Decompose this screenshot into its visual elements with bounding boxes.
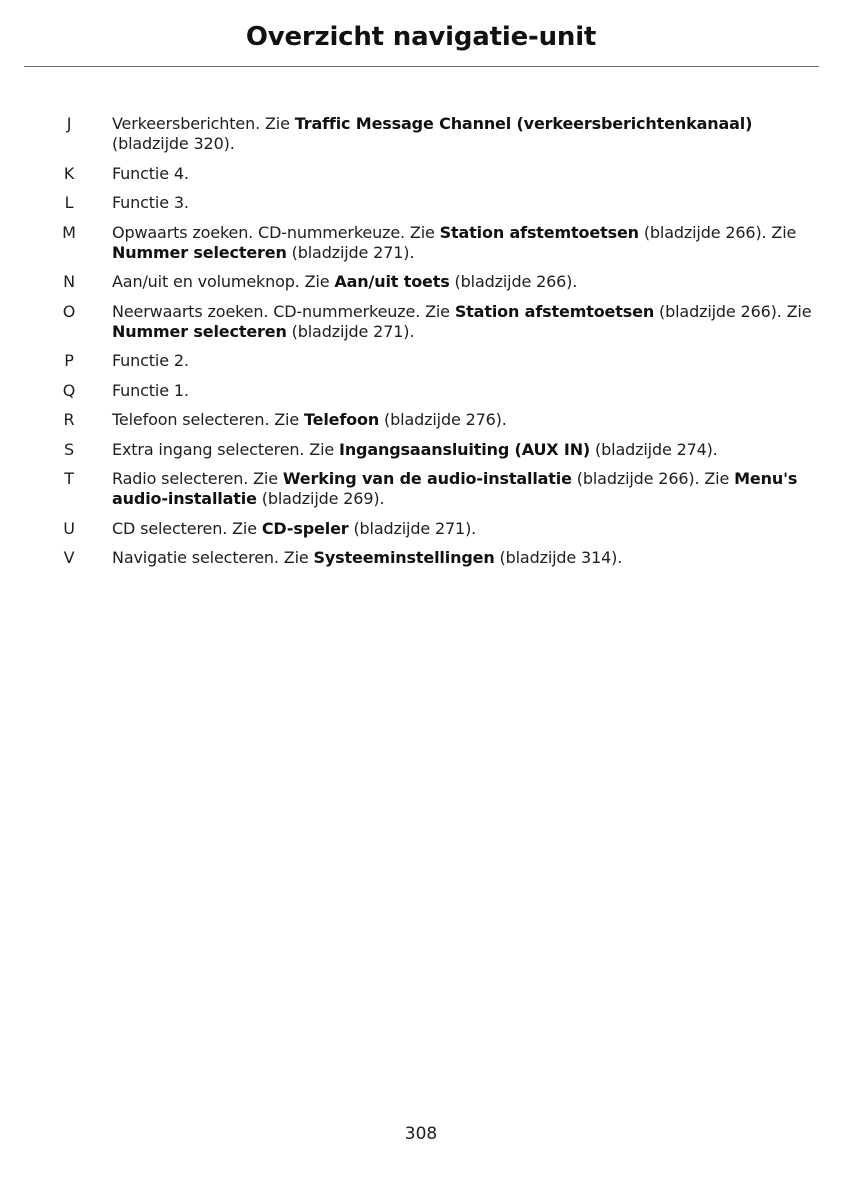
legend-description: [112, 193, 812, 213]
legend-description: [112, 272, 812, 292]
legend-letter: K: [63, 163, 75, 183]
legend-letter: P: [64, 351, 74, 370]
legend-description: [112, 223, 812, 263]
description-text: (bladzijde 266). Zie: [571, 469, 735, 488]
legend-entry: [0, 548, 842, 568]
description-text: Extra ingang selecteren. Zie: [112, 439, 340, 459]
page-number: 308: [404, 1124, 438, 1144]
description-text: Navigatie selecteren. Zie: [112, 548, 314, 567]
header-divider: [24, 66, 819, 67]
description-text: (bladzijde 271).: [286, 321, 415, 341]
description-text: (bladzijde 266).: [449, 272, 578, 291]
description-text: (bladzijde 266). Zie: [638, 222, 797, 242]
description-text: (bladzijde 276).: [379, 410, 507, 429]
legend-letter: Q: [62, 380, 76, 400]
legend-letter: S: [63, 439, 74, 459]
cross-reference: Station afstemtoetsen: [439, 222, 639, 242]
legend-description: [112, 519, 812, 539]
legend-description: [112, 410, 812, 430]
description-text: (bladzijde 320).: [112, 134, 235, 153]
description-text: Functie 3.: [112, 193, 189, 212]
legend-letter: O: [62, 301, 76, 321]
description-text: (bladzijde 314).: [494, 548, 623, 567]
description-text: Aan/uit en volumeknop. Zie: [112, 272, 335, 291]
legend-entry: [0, 410, 842, 430]
description-text: (bladzijde 269).: [256, 489, 385, 508]
legend-entry: [0, 223, 842, 263]
legend-entry: [0, 351, 842, 371]
description-text: CD selecteren. Zie: [112, 518, 262, 538]
legend-entry: [0, 193, 842, 213]
legend-description: [112, 381, 812, 401]
legend-letter: U: [63, 518, 75, 538]
legend-list: [0, 114, 842, 578]
legend-description: [112, 164, 812, 184]
cross-reference: Systeeminstellingen: [313, 548, 495, 567]
legend-description: [112, 469, 812, 509]
legend-letter: R: [63, 410, 75, 429]
legend-letter: V: [63, 548, 75, 567]
legend-letter: J: [66, 114, 72, 133]
legend-entry: [0, 381, 842, 401]
legend-letter: M: [62, 222, 76, 242]
cross-reference: Ingangsaansluiting (AUX IN): [339, 439, 591, 459]
legend-description: [112, 302, 812, 342]
legend-letter: L: [64, 193, 74, 212]
description-text: Functie 4.: [112, 163, 189, 183]
cross-reference: Aan/uit toets: [334, 272, 450, 291]
legend-entry: [0, 164, 842, 184]
cross-reference: Telefoon: [303, 410, 380, 429]
legend-description: [112, 440, 812, 460]
cross-reference: Station afstemtoetsen: [454, 301, 655, 321]
legend-entry: [0, 302, 842, 342]
legend-letter: T: [64, 469, 74, 488]
legend-entry: [0, 469, 842, 509]
legend-entry: [0, 114, 842, 154]
cross-reference: CD-speler: [261, 518, 349, 538]
description-text: (bladzijde 271).: [348, 518, 477, 538]
legend-entry: [0, 440, 842, 460]
cross-reference: Nummer selecteren: [112, 321, 287, 341]
legend-entry: [0, 272, 842, 292]
description-text: Verkeersberichten. Zie: [112, 114, 295, 133]
legend-entry: [0, 519, 842, 539]
legend-description: [112, 114, 812, 154]
description-text: (bladzijde 266). Zie: [654, 301, 812, 321]
description-text: (bladzijde 274).: [590, 439, 718, 459]
description-text: Functie 2.: [112, 351, 189, 370]
cross-reference: Nummer selecteren: [112, 242, 287, 262]
legend-description: [112, 351, 812, 371]
description-text: (bladzijde 271).: [286, 242, 415, 262]
description-text: Radio selecteren. Zie: [112, 469, 283, 488]
description-text: Telefoon selecteren. Zie: [112, 410, 304, 429]
page-title: Overzicht navigatie-unit: [245, 22, 597, 52]
description-text: Opwaarts zoeken. CD-nummerkeuze. Zie: [112, 222, 440, 242]
cross-reference: Menu's audio-installatie: [112, 469, 798, 508]
legend-description: [112, 548, 812, 568]
legend-letter: N: [63, 272, 75, 291]
cross-reference: Traffic Message Channel (verkeersberichtenkanaal): [294, 114, 753, 133]
cross-reference: Werking van de audio-installatie: [282, 469, 572, 488]
description-text: Neerwaarts zoeken. CD-nummerkeuze. Zie: [112, 301, 455, 321]
description-text: Functie 1.: [112, 380, 189, 400]
